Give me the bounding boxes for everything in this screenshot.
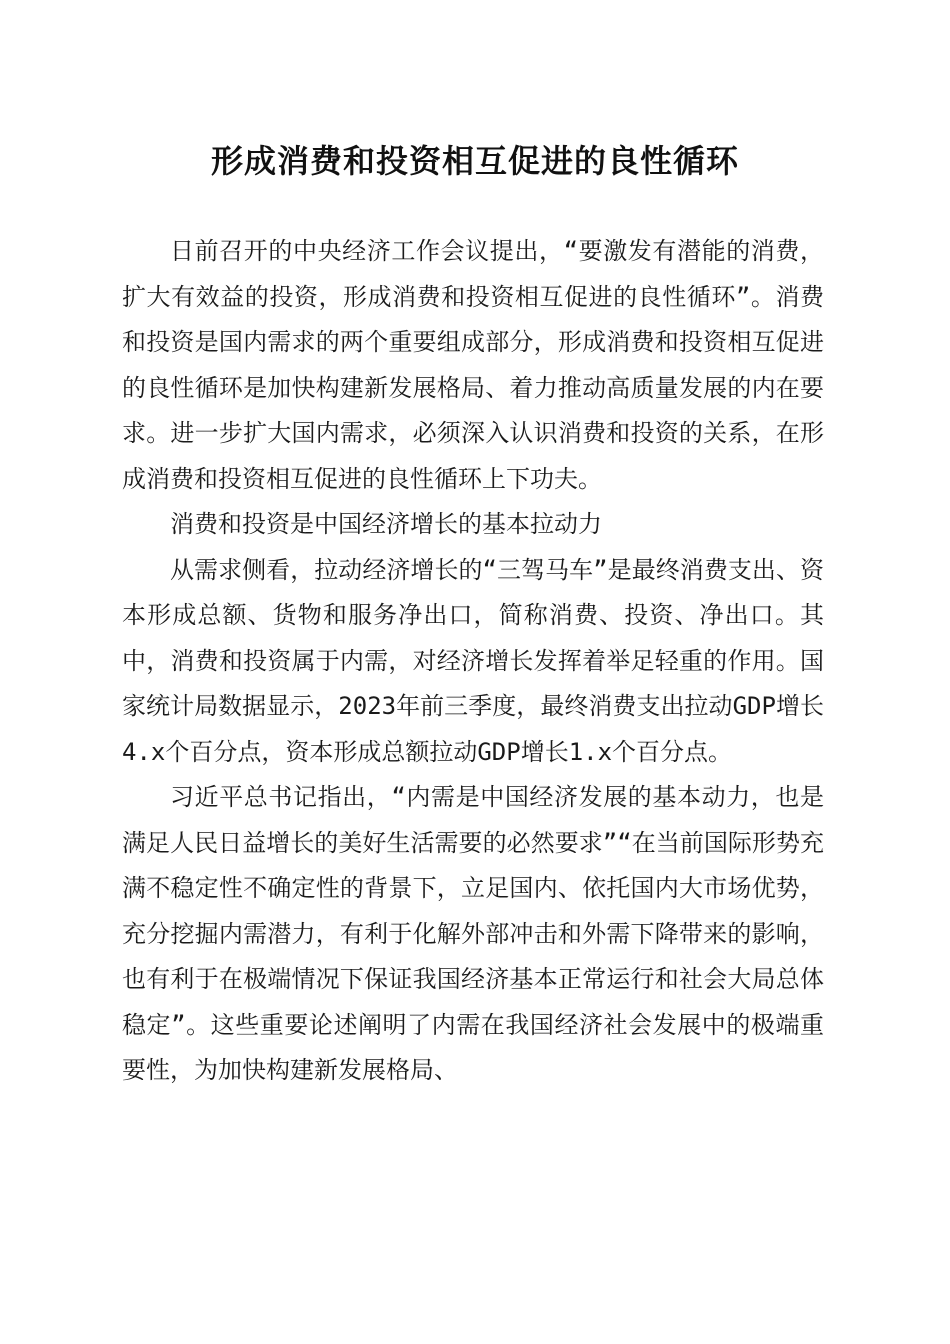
document-body — [122, 229, 824, 1094]
paragraph-demand-side: 从需求侧看，拉动经济增长的“三驾马车”是最终消费支出、资本形成总额、货物和服务净出口，简称消费、投资、净出口。其中，消费和投资属于内需，对经济增长发挥着举足轻重的作用。国家统计局数据显示，2023年前三季度，最终消费支出拉动GDP增长4.x个百分点，资本形成总额拉动GDP增长1.x个百分点。 — [122, 555, 824, 766]
document-title: 形成消费和投资相互促进的良性循环 — [210, 142, 739, 180]
paragraph-xi-quote: 习近平总书记指出，“内需是中国经济发展的基本动力，也是满足人民日益增长的美好生活需要的必然要求”“在当前国际形势充满不稳定性不确定性的背景下，立足国内、依托国内大市场优势，充分挖掘内需潜力，有利于化解外部冲击和外需下降带来的影响，也有利于在极端情况下保证我国经济基本正常运行和社会大局总体稳定”。这些重要论述阐明了内需在我国经济社会发展中的极端重要性，为加快构建新发展格局、 — [122, 783, 824, 1084]
section-heading: 消费和投资是中国经济增长的基本拉动力 — [170, 510, 602, 538]
paragraph-intro: 日前召开的中央经济工作会议提出，“要激发有潜能的消费，扩大有效益的投资，形成消费和投资相互促进的良性循环”。消费和投资是国内需求的两个重要组成部分，形成消费和投资相互促进的良性循环是加快构建新发展格局、着力推动高质量发展的内在要求。进一步扩大国内需求，必须深入认识消费和投资的关系，在形成消费和投资相互促进的良性循环上下功夫。 — [122, 237, 824, 493]
